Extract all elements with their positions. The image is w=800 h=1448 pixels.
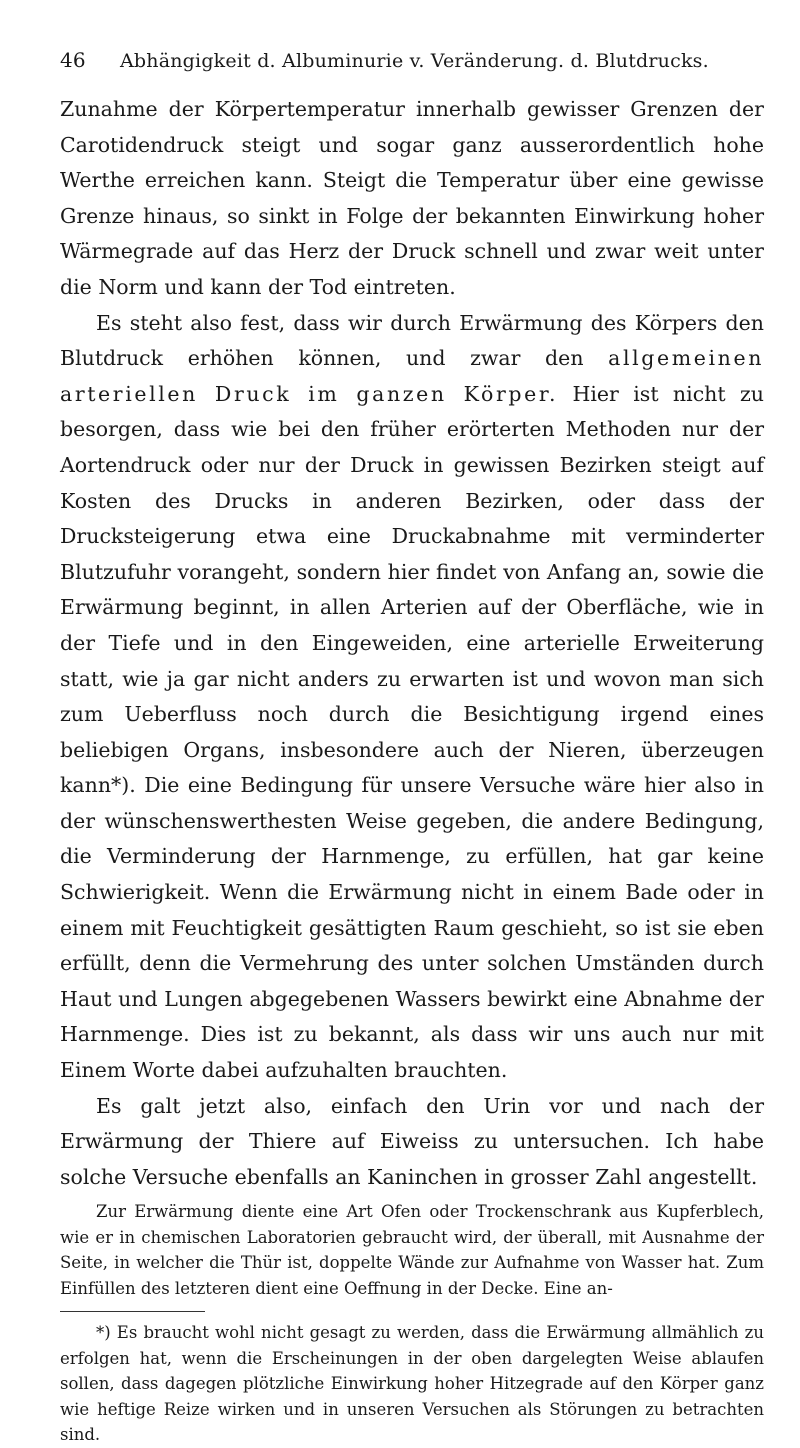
paragraph-2-rest: Hier ist nicht zu besorgen, dass wie bei den früher erörterten Methoden nur der Aortendruck oder nur der Druck in gewissen Bezirken steigt auf Kosten des Drucks in anderen Bezirken, oder dass der Drucksteigerung etwa eine Druckabnahme mit verminderter Blutzufuhr vorangeht, sondern hier findet von Anfang an, sowie die Erwärmung beginnt, in allen Arterien auf der Oberfläche, wie in der Tiefe und in den Eingeweiden, eine arterielle Erweiterung statt, wie ja gar nicht anders zu erwarten ist und wovon man sich zum Ueberfluss noch durch die Besichtigung irgend eines beliebigen Organs, insbesondere auch der Nieren, überzeugen kann*). Die eine Bedingung für unsere Versuche wäre hier also in der wünschenswerthesten Weise gegeben, die andere Bedingung, die Verminderung der Harnmenge, zu erfüllen, hat gar keine Schwierigkeit. Wenn die Erwärmung nicht in einem Bade oder in einem mit Feuchtigkeit gesättigten Raum geschieht, so ist sie eben erfüllt, denn die Vermehrung des unter solchen Umständen durch Haut und Lungen abgegebenen Wassers bewirkt eine Abnahme der Harnmenge. Dies ist zu bekannt, als dass wir uns auch nur mit Einem Worte dabei aufzuhalten brauchten. bbox=[60, 381, 765, 1083]
running-title: Abhängigkeit d. Albuminurie v. Veränderung. d. Blutdrucks. bbox=[120, 50, 709, 72]
emphasized-phrase: allgemeinen arteriellen Druck im ganzen Körper. bbox=[60, 346, 764, 406]
small-print-paragraph: Zur Erwärmung diente eine Art Ofen oder Trockenschrank aus Kupferblech, wie er in chemischen Laboratorien gebraucht wird, der überall, mit Ausnahme der Seite, in welcher die Thür ist, doppelte Wände zur Aufnahme von Wasser hat. Zum Einfüllen des letzteren dient eine Oeffnung in der Decke. Eine an- bbox=[60, 1202, 764, 1298]
paragraph-2-start: Es steht also fest, dass wir durch Erwärmung des Körpers den Blutdruck erhöhen können, und zwar den bbox=[60, 310, 764, 371]
footnote: *) Es braucht wohl nicht gesagt zu werden, dass die Erwärmung allmählich zu erfolgen hat, wenn die Erscheinungen in der oben dargelegten Weise ablaufen sollen, dass dagegen plötzliche Einwirkung hoher Hitzegrade auf den Körper ganz wie heftige Reize wirken und in unseren Versuchen als Störungen zu betrachten sind. bbox=[60, 1323, 764, 1445]
paragraph-3: Es galt jetzt also, einfach den Urin vor und nach der Erwärmung der Thiere auf Eiweiss zu untersuchen. Ich habe solche Versuche ebenfalls an Kaninchen in grosser Zahl angestellt. bbox=[60, 1093, 764, 1189]
page-header bbox=[60, 48, 764, 78]
footnote-divider bbox=[60, 1311, 205, 1312]
book-page bbox=[60, 48, 764, 1448]
main-text bbox=[60, 92, 764, 1195]
paragraph-2 bbox=[60, 306, 764, 1089]
paragraph-1: Zunahme der Körpertemperatur innerhalb gewisser Grenzen der Carotidendruck steigt und sogar ganz ausserordentlich hohe Werthe erreichen kann. Steigt die Temperatur über eine gewisse Grenze hinaus, so sinkt in Folge der bekannten Einwirkung hoher Wärmegrade auf das Herz der Druck schnell und zwar weit unter die Norm und kann der Tod eintreten. bbox=[60, 97, 764, 299]
page-number: 46 bbox=[60, 48, 86, 72]
